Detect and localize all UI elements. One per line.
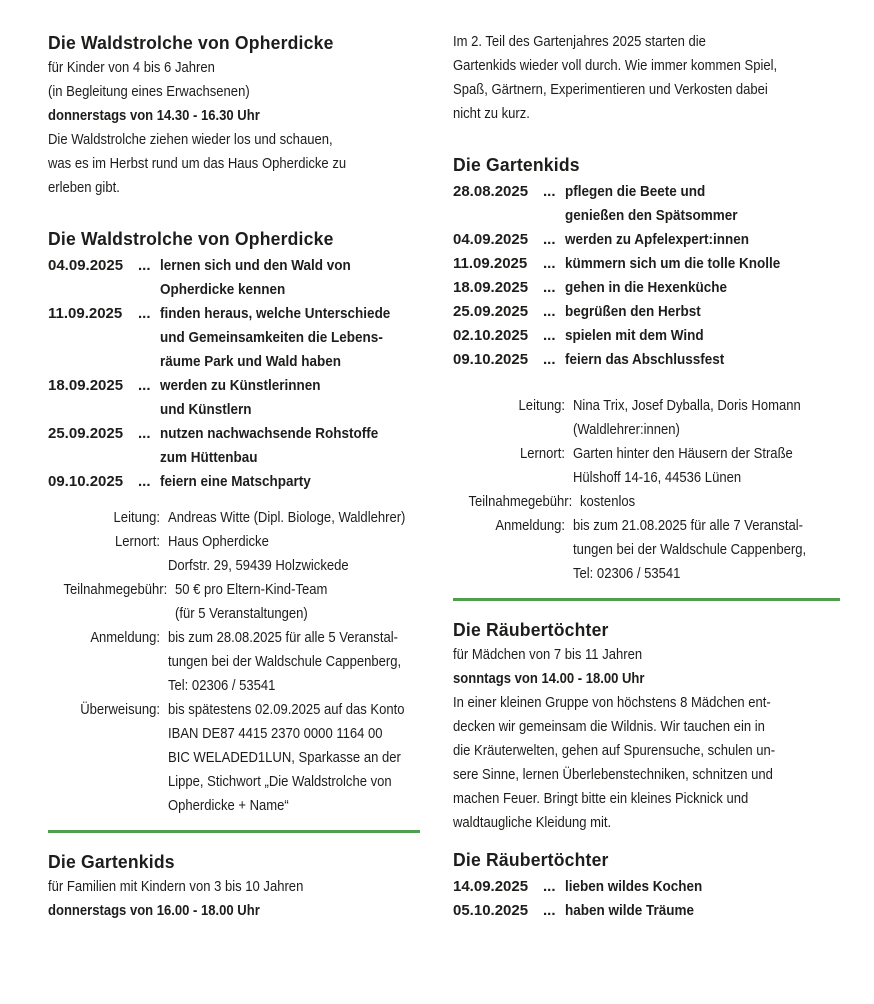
section-description-text: In einer kleinen Gruppe von höchstens 8 Mädchen ent- decken wir gemeinsam die Wildnis. Wir tauchen ein in die Kräuterwelten, gehen auf Spurensuche, schulen un- sere Sinne, lernen Überlebenstechniken, schnitzen und machen Feuer. Bringt bitte ein kleines Picknick und waldtaugliche Kleidung mit. <box>453 694 776 831</box>
info-row <box>48 506 420 530</box>
info-row <box>48 698 420 818</box>
gartenkids-intro-text: Im 2. Teil des Gartenjahres 2025 starten die Gartenkids wieder voll durch. Wie immer kommen Spiel, Spaß, Gärtnern, Experimentieren und Verkosten dabei nicht zu kurz. <box>453 33 778 122</box>
info-label: Leitung: <box>113 509 160 526</box>
event-date: 09.10.2025 <box>453 351 529 368</box>
info-value: bis spätestens 02.09.2025 auf das Konto IBAN DE87 4415 2370 0000 1164 00 BIC WELADED1LUN, Sparkasse an der Lippe, Stichwort „Die Waldstrolche von Opherdicke + Name“ <box>168 701 405 814</box>
schedule-time-text: sonntags von 14.00 - 18.00 Uhr <box>453 670 645 687</box>
info-block <box>453 394 840 586</box>
event-description: spielen mit dem Wind <box>565 327 704 344</box>
info-label: Teilnahmegebühr: <box>63 581 168 598</box>
event-ellipsis: ... <box>543 351 556 368</box>
event-row <box>453 324 840 348</box>
event-description: werden zu Apfelexpert:innen <box>565 231 750 248</box>
info-value: Andreas Witte (Dipl. Biologe, Waldlehrer) <box>168 509 406 526</box>
event-description: pflegen die Beete und genießen den Spätsommer <box>565 183 738 224</box>
event-date: 04.09.2025 <box>453 231 529 248</box>
event-row <box>453 180 840 228</box>
schedule-time-text: donnerstags von 14.30 - 16.30 Uhr <box>48 107 260 124</box>
event-description: werden zu Künstlerinnen und Künstlern <box>160 377 321 418</box>
event-description: finden heraus, welche Unterschiede und Gemeinsamkeiten die Lebens- räume Park und Wald haben <box>160 305 391 370</box>
event-date: 18.09.2025 <box>48 377 124 394</box>
event-description: haben wilde Träume <box>565 902 695 919</box>
event-list <box>453 180 840 372</box>
section-heading: Die Gartenkids <box>453 154 580 175</box>
divider-rule <box>48 830 420 833</box>
event-ellipsis: ... <box>543 231 556 248</box>
event-row <box>453 875 840 899</box>
event-row <box>453 228 840 252</box>
event-list <box>48 254 420 494</box>
info-label: Anmeldung: <box>90 629 160 646</box>
info-label: Leitung: <box>518 397 565 414</box>
info-row <box>453 442 840 490</box>
info-value: bis zum 28.08.2025 für alle 5 Veranstal- tungen bei der Waldschule Cappenberg, Tel: 02306 / 53541 <box>168 629 402 694</box>
info-row <box>453 394 840 442</box>
section-raeubertoechter-intro <box>453 617 840 835</box>
section-raeubertoechter-dates <box>453 847 840 923</box>
event-date: 05.10.2025 <box>453 902 529 919</box>
section-gartenkids-intro <box>48 849 420 923</box>
event-row <box>453 252 840 276</box>
info-value: Haus Opherdicke Dorfstr. 29, 59439 Holzwickede <box>168 533 349 574</box>
event-description: begrüßen den Herbst <box>565 303 701 320</box>
info-row <box>453 514 840 586</box>
event-row <box>453 300 840 324</box>
section-waldstrolche-dates <box>48 226 420 494</box>
event-description: gehen in die Hexenküche <box>565 279 728 296</box>
event-date: 28.08.2025 <box>453 183 529 200</box>
section-heading: Die Räubertöchter <box>453 849 609 870</box>
event-date: 11.09.2025 <box>48 305 123 322</box>
age-info-text: für Mädchen von 7 bis 11 Jahren <box>453 646 643 663</box>
event-ellipsis: ... <box>543 878 556 895</box>
section-heading: Die Waldstrolche von Opherdicke <box>48 32 334 53</box>
age-info <box>48 56 420 104</box>
info-block <box>48 506 420 818</box>
event-ellipsis: ... <box>543 902 556 919</box>
event-description: feiern das Abschlussfest <box>565 351 725 368</box>
section-gartenkids-dates <box>453 152 840 372</box>
section-heading: Die Waldstrolche von Opherdicke <box>48 228 334 249</box>
event-row <box>48 470 420 494</box>
section-heading: Die Gartenkids <box>48 851 175 872</box>
event-ellipsis: ... <box>543 183 556 200</box>
info-row <box>48 626 420 698</box>
section-heading: Die Räubertöchter <box>453 619 609 640</box>
gartenkids-intro-paragraph <box>453 30 840 126</box>
event-description: feiern eine Matschparty <box>160 473 311 490</box>
event-date: 04.09.2025 <box>48 257 124 274</box>
event-list <box>453 875 840 923</box>
age-info <box>453 643 840 667</box>
event-ellipsis: ... <box>543 279 556 296</box>
info-value: bis zum 21.08.2025 für alle 7 Veranstal- tungen bei der Waldschule Cappenberg, Tel: 02306 / 53541 <box>573 517 807 582</box>
event-row <box>453 348 840 372</box>
event-row <box>48 422 420 470</box>
event-date: 25.09.2025 <box>48 425 124 442</box>
event-ellipsis: ... <box>138 473 151 490</box>
event-date: 25.09.2025 <box>453 303 529 320</box>
event-description: lieben wildes Kochen <box>565 878 703 895</box>
event-description: nutzen nachwachsende Rohstoffe zum Hüttenbau <box>160 425 379 466</box>
schedule-time <box>453 667 840 691</box>
section-description <box>48 128 420 200</box>
event-ellipsis: ... <box>138 257 151 274</box>
section-description <box>453 691 840 835</box>
event-ellipsis: ... <box>138 377 151 394</box>
info-label: Anmeldung: <box>495 517 565 534</box>
event-date: 14.09.2025 <box>453 878 529 895</box>
info-label: Teilnahmegebühr: <box>468 493 573 510</box>
right-column <box>453 30 840 1004</box>
event-ellipsis: ... <box>138 305 151 322</box>
event-ellipsis: ... <box>543 255 556 272</box>
event-date: 11.09.2025 <box>453 255 528 272</box>
event-description: lernen sich und den Wald von Opherdicke kennen <box>160 257 351 298</box>
schedule-time <box>48 899 420 923</box>
divider-rule <box>453 598 840 601</box>
section-waldstrolche-intro <box>48 30 420 200</box>
event-date: 18.09.2025 <box>453 279 529 296</box>
age-info-text: für Familien mit Kindern von 3 bis 10 Jahren <box>48 878 304 895</box>
event-row <box>48 302 420 374</box>
section-description-text: Die Waldstrolche ziehen wieder los und schauen, was es im Herbst rund um das Haus Opherdicke zu erleben gibt. <box>48 131 347 196</box>
event-row <box>453 276 840 300</box>
info-value: 50 € pro Eltern-Kind-Team (für 5 Veranstaltungen) <box>175 581 328 622</box>
info-row <box>48 578 420 626</box>
event-row <box>453 899 840 923</box>
info-row <box>48 530 420 578</box>
age-info <box>48 875 420 899</box>
info-row <box>453 490 840 514</box>
info-value: kostenlos <box>580 493 636 510</box>
info-label: Lernort: <box>115 533 160 550</box>
info-value: Garten hinter den Häusern der Straße Hülshoff 14-16, 44536 Lünen <box>573 445 793 486</box>
info-label: Lernort: <box>520 445 565 462</box>
event-ellipsis: ... <box>543 303 556 320</box>
left-column <box>48 30 420 1004</box>
event-row <box>48 374 420 422</box>
event-description: kümmern sich um die tolle Knolle <box>565 255 781 272</box>
schedule-time-text: donnerstags von 16.00 - 18.00 Uhr <box>48 902 260 919</box>
age-info-text: für Kinder von 4 bis 6 Jahren (in Begleitung eines Erwachsenen) <box>48 59 250 100</box>
event-date: 02.10.2025 <box>453 327 529 344</box>
event-row <box>48 254 420 302</box>
event-date: 09.10.2025 <box>48 473 124 490</box>
event-ellipsis: ... <box>138 425 151 442</box>
info-value: Nina Trix, Josef Dyballa, Doris Homann (Waldlehrer:innen) <box>573 397 801 438</box>
schedule-time <box>48 104 420 128</box>
event-ellipsis: ... <box>543 327 556 344</box>
info-label: Überweisung: <box>80 701 160 718</box>
